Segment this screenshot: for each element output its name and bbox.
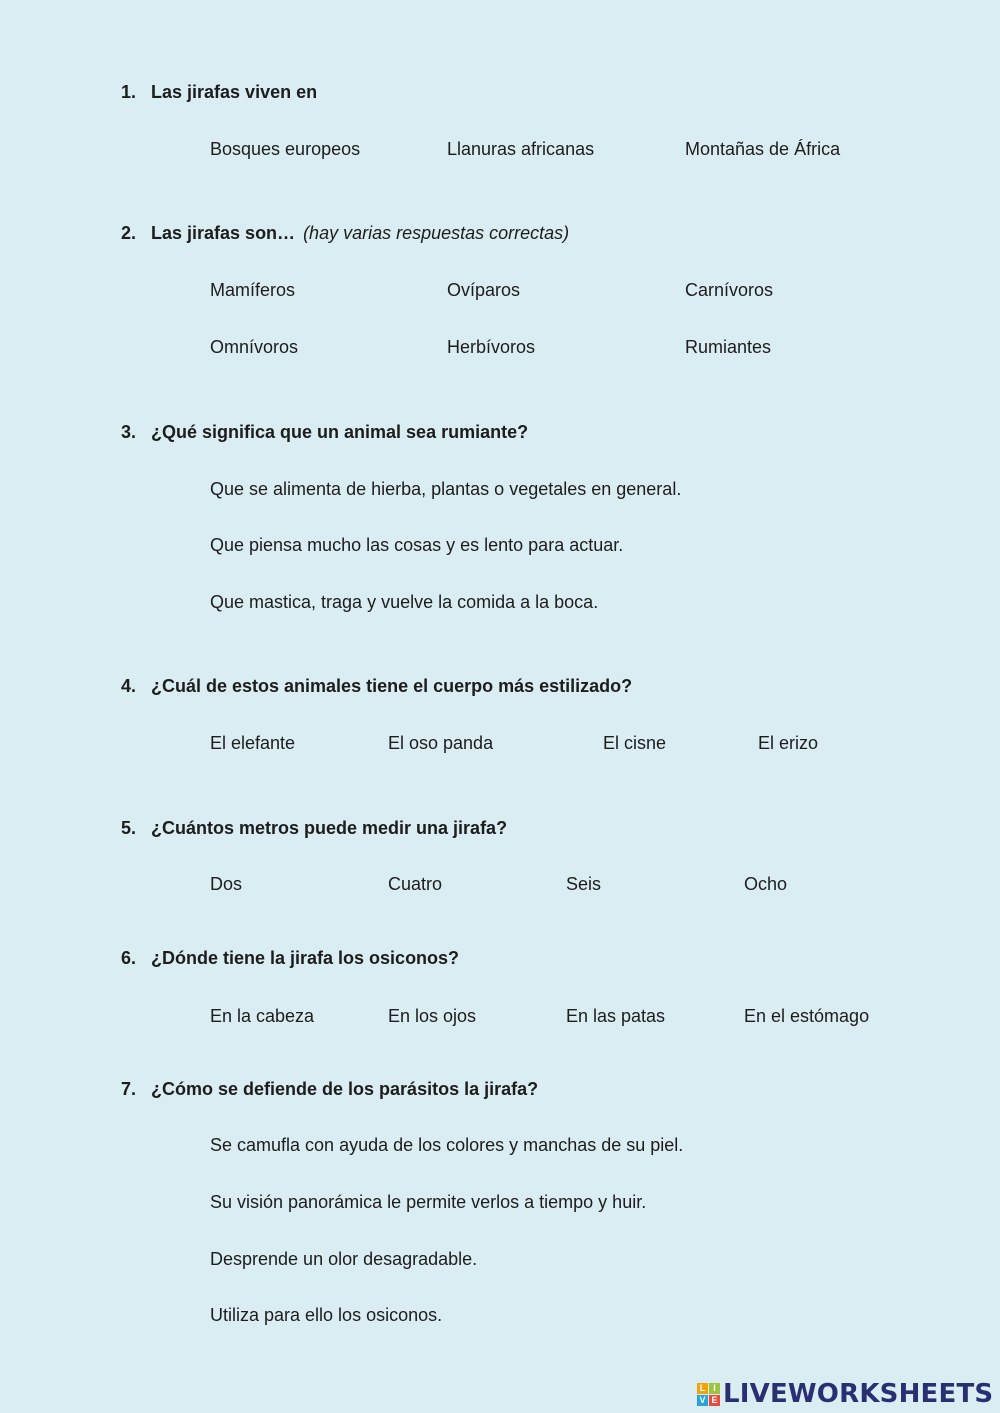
logo-mark-letter: I [709,1383,720,1394]
answer-option[interactable]: Se camufla con ayuda de los colores y manchas de su piel. [210,1135,684,1155]
logo-mark-letter: E [709,1395,720,1406]
question-text: Las jirafas son… [151,223,296,243]
answer-option[interactable]: Dos [210,874,243,894]
answer-option[interactable]: El erizo [758,733,819,753]
answer-option[interactable]: Que se alimenta de hierba, plantas o vegetales en general. [210,479,682,499]
logo-mark-letter: L [697,1383,708,1394]
question-text: ¿Qué significa que un animal sea rumiante? [151,422,529,442]
answer-option[interactable]: En los ojos [388,1006,477,1026]
question-4 [121,676,632,697]
answer-option[interactable]: Que mastica, traga y vuelve la comida a la boca. [210,592,599,612]
liveworksheets-logo-icon [697,1383,720,1406]
logo-mark-letter: V [697,1395,708,1406]
answer-option[interactable]: Carnívoros [685,280,774,300]
answer-option[interactable]: Que piensa mucho las cosas y es lento para actuar. [210,535,624,555]
answer-option[interactable]: Montañas de África [685,139,841,159]
liveworksheets-logo [697,1379,993,1409]
question-number: 7. [121,1079,137,1099]
answer-option[interactable]: El oso panda [388,733,494,753]
question-3 [121,422,528,443]
answer-option[interactable]: Omnívoros [210,337,299,357]
question-6 [121,948,459,969]
answer-option[interactable]: En la cabeza [210,1006,315,1026]
question-1 [121,82,317,103]
answer-option[interactable]: Rumiantes [685,337,772,357]
question-text: Las jirafas viven en [151,82,318,102]
question-2 [121,223,569,244]
question-number: 1. [121,82,137,102]
answer-option[interactable]: Ovíparos [447,280,521,300]
logo-text: LIVEWORKSHEETS [723,1379,994,1409]
question-number: 4. [121,676,137,696]
answer-option[interactable]: El elefante [210,733,296,753]
question-text: ¿Cuántos metros puede medir una jirafa? [151,818,508,838]
question-number: 2. [121,223,137,243]
answer-option[interactable]: Llanuras africanas [447,139,595,159]
question-text: ¿Dónde tiene la jirafa los osiconos? [151,948,460,968]
answer-option[interactable]: Bosques europeos [210,139,361,159]
question-5 [121,818,507,839]
answer-option[interactable]: Seis [566,874,602,894]
question-number: 5. [121,818,137,838]
answer-option[interactable]: Mamíferos [210,280,296,300]
answer-option[interactable]: Herbívoros [447,337,536,357]
question-number: 3. [121,422,137,442]
answer-option[interactable]: Ocho [744,874,788,894]
answer-option[interactable]: En el estómago [744,1006,870,1026]
question-note: (hay varias respuestas correctas) [303,223,570,243]
answer-option[interactable]: Desprende un olor desagradable. [210,1249,478,1269]
answer-option[interactable]: Utiliza para ello los osiconos. [210,1305,443,1325]
question-text: ¿Cómo se defiende de los parásitos la jirafa? [151,1079,539,1099]
question-7 [121,1079,538,1100]
answer-option[interactable]: Cuatro [388,874,443,894]
answer-option[interactable]: Su visión panorámica le permite verlos a tiempo y huir. [210,1192,647,1212]
question-number: 6. [121,948,137,968]
question-text: ¿Cuál de estos animales tiene el cuerpo más estilizado? [151,676,633,696]
answer-option[interactable]: El cisne [603,733,667,753]
answer-option[interactable]: En las patas [566,1006,666,1026]
